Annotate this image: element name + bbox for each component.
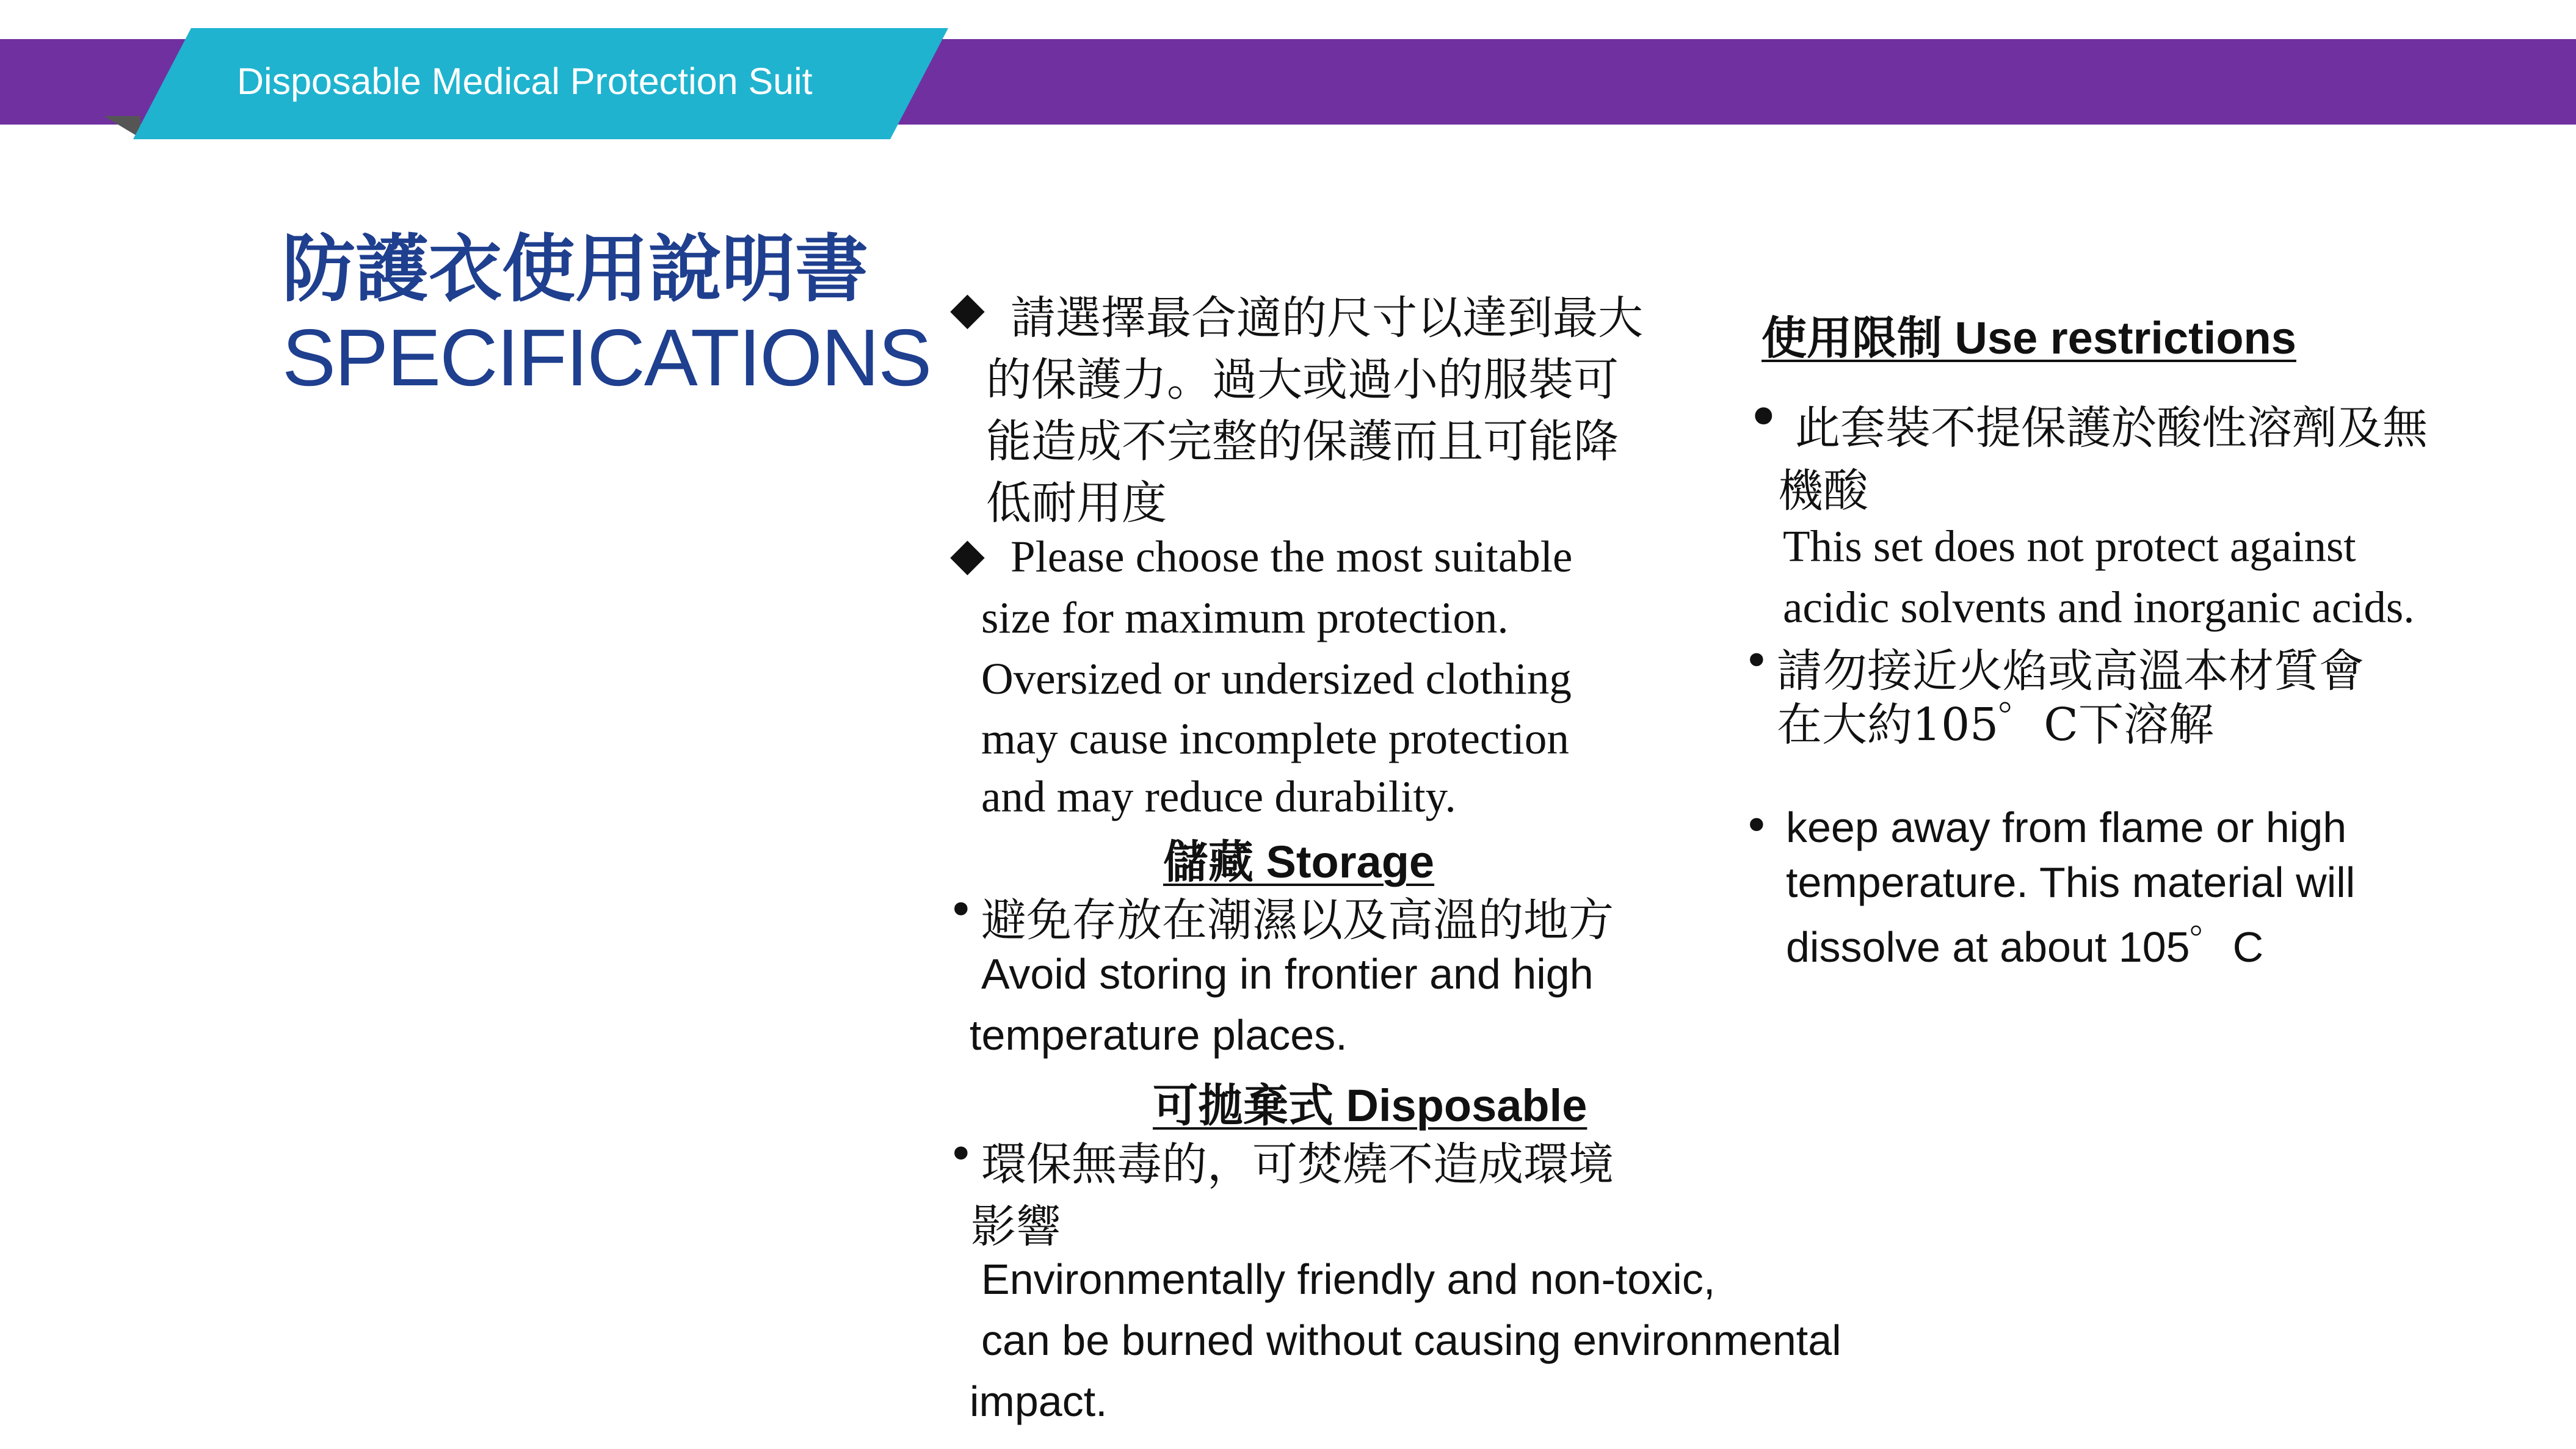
restriction-1-en-line: acidic solvents and inorganic acids. [1783, 583, 2415, 632]
disposable-heading: 可拋棄式 Disposable [1153, 1080, 1587, 1131]
page-title-zh: 防護衣使用說明書 [282, 227, 868, 312]
size-note-en-line: and may reduce durability. [981, 772, 1456, 821]
diamond-bullet-icon: ◆ [950, 528, 985, 581]
disposable-en-line: impact. [970, 1378, 1108, 1425]
header-title: Disposable Medical Protection Suit [237, 60, 813, 102]
size-note-en-line: may cause incomplete protection [981, 714, 1569, 763]
restriction-bullet: • [1746, 383, 1781, 452]
storage-zh-text: 避免存放在潮濕以及高溫的地方 [981, 894, 1614, 946]
restriction-1-zh-line: 此套裝不提保護於酸性溶劑及無 [1795, 402, 2428, 454]
disposable-zh-line: 影響 [971, 1200, 1061, 1253]
restriction-1-en-line: This set does not protect against [1783, 521, 2356, 571]
restriction-2-zh-line: 在大約105゜C下溶解 [1777, 699, 2214, 751]
size-note-zh-line: 低耐用度 [986, 477, 1167, 529]
size-note-en-line: Please choose the most suitable [1010, 532, 1573, 581]
disposable-bullet: • [948, 1128, 974, 1181]
header-tab-shadow [104, 116, 140, 138]
size-note-zh-line: 的保護力。過大或過小的服裝可 [986, 354, 1619, 406]
restriction-3-en-line: dissolve at about 105゜C [1786, 923, 2264, 971]
storage-en-line: Avoid storing in frontier and high [981, 950, 1594, 998]
page-title-en: SPECIFICATIONS [282, 313, 931, 402]
disposable-en-line: Environmentally friendly and non-toxic, [981, 1255, 1716, 1303]
diamond-bullet-icon: ◆ [950, 282, 985, 335]
storage-bullet: • [948, 884, 974, 937]
size-note-en-line: Oversized or undersized clothing [981, 654, 1572, 703]
disposable-zh-line: 環保無毒的，可焚燒不造成環境 [981, 1138, 1614, 1191]
storage-en-line: temperature places. [970, 1011, 1348, 1059]
size-note-en-line: size for maximum protection. [981, 593, 1509, 642]
restriction-2-zh-line: 請勿接近火焰或高溫本材質會 [1777, 645, 2364, 697]
use-restrictions-heading: 使用限制 Use restrictions [1761, 313, 2296, 363]
restriction-3-en-line: temperature. This material will [1786, 859, 2356, 906]
restriction-1-zh-line: 機酸 [1778, 465, 1868, 517]
restriction-bullet: • [1743, 635, 1770, 688]
disposable-en-line: can be burned without causing environmental [981, 1316, 1841, 1364]
size-note-zh-line: 能造成不完整的保護而且可能降 [986, 415, 1619, 468]
restriction-bullet: • [1743, 800, 1770, 852]
storage-heading: 儲藏 Storage [1163, 837, 1435, 887]
restriction-3-en-line: keep away from flame or high [1786, 804, 2347, 851]
size-note-zh-line: 請選擇最合適的尺寸以達到最大 [1010, 292, 1643, 344]
